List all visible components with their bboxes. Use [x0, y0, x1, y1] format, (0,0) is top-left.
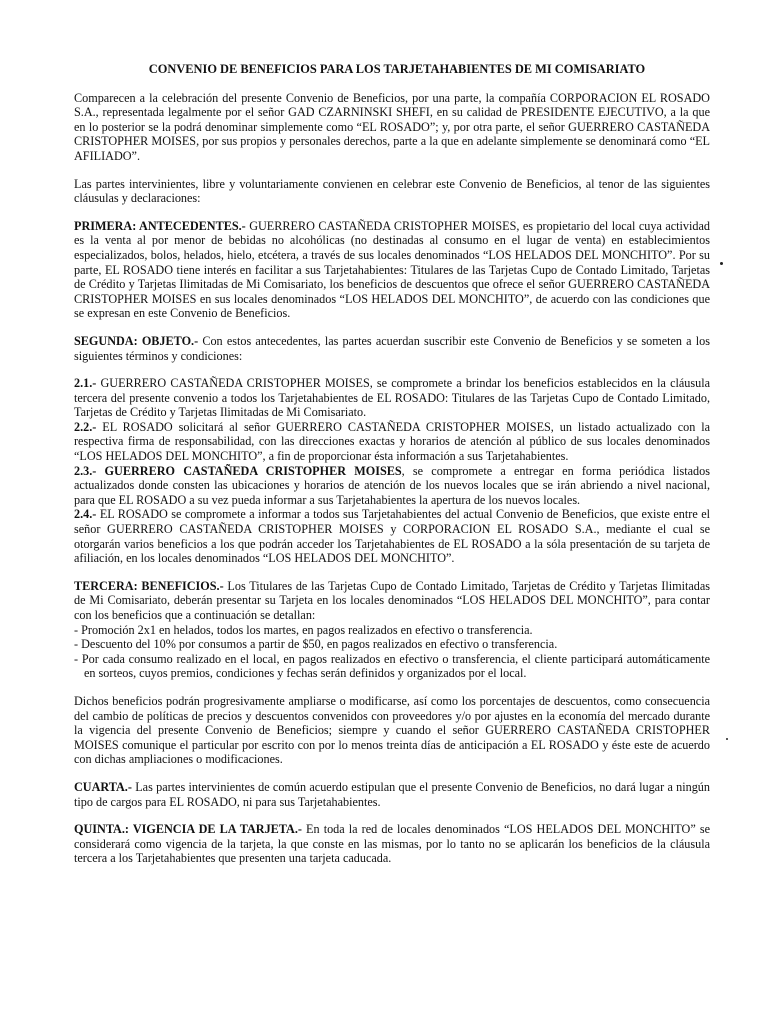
clause-2-2-heading: 2.2.-	[74, 419, 97, 434]
clause-tercera	[74, 579, 710, 623]
parties-paragraph: Las partes intervinientes, libre y voluntariamente convienen en celebrar este Convenio de Beneficios, al tenor de las siguientes cláusulas y declaraciones:	[74, 176, 710, 206]
clause-primera-heading: PRIMERA: ANTECEDENTES.-	[74, 218, 246, 233]
intro-paragraph: Comparecen a la celebración del presente Convenio de Beneficios, por una parte, la compañía CORPORACION EL ROSADO S.A., representada legalmente por el señor GAD CZARNINSKI SHEFI, en su calidad de PRESIDENTE EJECUTIVO, a la que en lo posterior se la podrá denominar simplemente como “EL ROSADO”; y, por otra parte, el señor GUERRERO CASTAÑEDA CRISTOPHER MOISES, por sus propios y personales derechos, parte a la que en adelante simplemente se denominará como “EL AFILIADO”.	[74, 90, 710, 163]
clause-2-3-text: , se compromete a entregar en forma periódica listados actualizados donde consten las ubicaciones y horarios de atención de los nuevos locales que se irán abriendo a nivel nacional, para que EL ROSADO a su vez pueda informar a sus Tarjetahabientes la apertura de los nuevos locales.	[74, 463, 710, 507]
clause-segunda-text: Con estos antecedentes, las partes acuerdan suscribir este Convenio de Beneficios y se someten a los siguientes términos y condiciones:	[74, 333, 710, 363]
scan-speck	[720, 262, 723, 265]
clause-cuarta-text: Las partes intervinientes de común acuerdo estipulan que el presente Convenio de Beneficios, no dará lugar a ningún tipo de cargos para EL ROSADO, ni para sus Tarjetahabientes.	[74, 779, 710, 809]
document-title: CONVENIO DE BENEFICIOS PARA LOS TARJETAHABIENTES DE MI COMISARIATO	[148, 62, 646, 76]
clause-2-1-text: GUERRERO CASTAÑEDA CRISTOPHER MOISES, se compromete a brindar los beneficios establecidos en la cláusula tercera del presente convenio a todos los Tarjetahabientes de EL ROSADO: Titulares de las Tarjetas Cupo de Contado Limitado, Tarjetas de Crédito y Tarjetas Ilimitadas de Mi Comisariato.	[74, 376, 710, 420]
dichos-paragraph: Dichos beneficios podrán progresivamente ampliarse o modificarse, así como los porcentajes de descuentos, como consecuencia del cambio de políticas de precios y descuentos convenidos con proveedores y/o por ajustes en la economía del mercado durante la vigencia del presente Convenio de Beneficios; siempre y cuando el señor GUERRERO CASTAÑEDA CRISTOPHER MOISES comunique el particular por escrito con por lo menos treinta días de anticipación a EL ROSADO y éste este de acuerdo con dichas ampliaciones o modificaciones.	[74, 693, 710, 767]
clause-cuarta-heading: CUARTA.-	[74, 779, 132, 794]
clause-2-1-heading: 2.1.-	[74, 376, 97, 391]
clause-quinta	[74, 822, 710, 866]
clause-2-2	[74, 420, 710, 464]
clause-2-4-text: EL ROSADO se compromete a informar a todos sus Tarjetahabientes del actual Convenio de Beneficios, que existe entre el señor GUERRERO CASTAÑEDA CRISTOPHER MOISES y CORPORACION EL ROSADO S.A., mediante el cual se otorgarán varios beneficios a los que podrán acceder los Tarjetahabientes de EL ROSADO a la sóla presentación de su tarjeta de afiliación, en los locales denominados “LOS HELADOS DEL MONCHITO”.	[74, 507, 710, 566]
clause-cuarta	[74, 780, 710, 809]
clause-primera	[74, 219, 710, 321]
benefits-list	[74, 623, 710, 681]
clause-2-3-heading: 2.3.- GUERRERO CASTAÑEDA CRISTOPHER MOISES	[74, 463, 402, 478]
benefit-item: - Por cada consumo realizado en el local, en pagos realizados en efectivo o transferencia, el cliente participará automáticamente en sorteos, cuyos premios, condiciones y fechas serán definidos y organizados por el local.	[74, 651, 710, 681]
clause-2-4	[74, 507, 710, 565]
clause-quinta-text: En toda la red de locales denominados “LOS HELADOS DEL MONCHITO” se considerará como vigencia de la tarjeta, la que conste en las mismas, por lo tanto no se aplicarán los beneficios de la cláusula tercera a los Tarjetahabientes que presenten una tarjeta caducada.	[74, 822, 710, 866]
clause-2-4-heading: 2.4.-	[74, 507, 97, 522]
clause-segunda-heading: SEGUNDA: OBJETO.-	[74, 333, 199, 348]
scan-speck	[726, 738, 728, 740]
benefit-item: - Promoción 2x1 en helados, todos los martes, en pagos realizados en efectivo o transferencia.	[74, 622, 533, 637]
clause-2-2-text: EL ROSADO solicitará al señor GUERRERO CASTAÑEDA CRISTOPHER MOISES, un listado actualizado con la respectiva firma de responsabilidad, con las direcciones exactas y horarios de atención al público de sus locales denominados “LOS HELADOS DEL MONCHITO”, a fin de proporcionar ésta información a sus Tarjetahabientes.	[74, 419, 710, 464]
clause-2-3	[74, 464, 710, 508]
clause-tercera-heading: TERCERA: BENEFICIOS.-	[74, 578, 224, 593]
clause-segunda	[74, 334, 710, 363]
clause-tercera-text: Los Titulares de las Tarjetas Cupo de Contado Limitado, Tarjetas de Crédito y Tarjetas Ilimitadas de Mi Comisariato, deberán presentar su Tarjeta en los locales denominados “LOS HELADOS DEL MONCHITO”, para contar con los beneficios que a continuación se detallan:	[74, 578, 711, 622]
clause-2-1	[74, 376, 710, 420]
benefit-item: - Descuento del 10% por consumos a partir de $50, en pagos realizados en efectivo o transferencia.	[74, 637, 558, 652]
clause-primera-text: GUERRERO CASTAÑEDA CRISTOPHER MOISES, es propietario del local cuya actividad es la venta al por menor de bebidas no alcohólicas (no destinadas al consumo en el lugar de venta) en establecimientos especializados, bolos, helados, hielo, etcétera, a través de sus locales denominados “LOS HELADOS DEL MONCHITO”. Por su parte, EL ROSADO tiene interés en facilitar a sus Tarjetahabientes: Titulares de las Tarjetas Cupo de Contado Limitado, Tarjetas de Crédito y Tarjetas Ilimitadas de Mi Comisariato, los beneficios de descuentos que ofrece el señor GUERRERO CASTAÑEDA CRISTOPHER MOISES en sus locales denominados “LOS HELADOS DEL MONCHITO”, de acuerdo con las condiciones que se expresan en este Convenio de Beneficios.	[74, 218, 710, 321]
clause-quinta-heading: QUINTA.: VIGENCIA DE LA TARJETA.-	[74, 822, 302, 837]
